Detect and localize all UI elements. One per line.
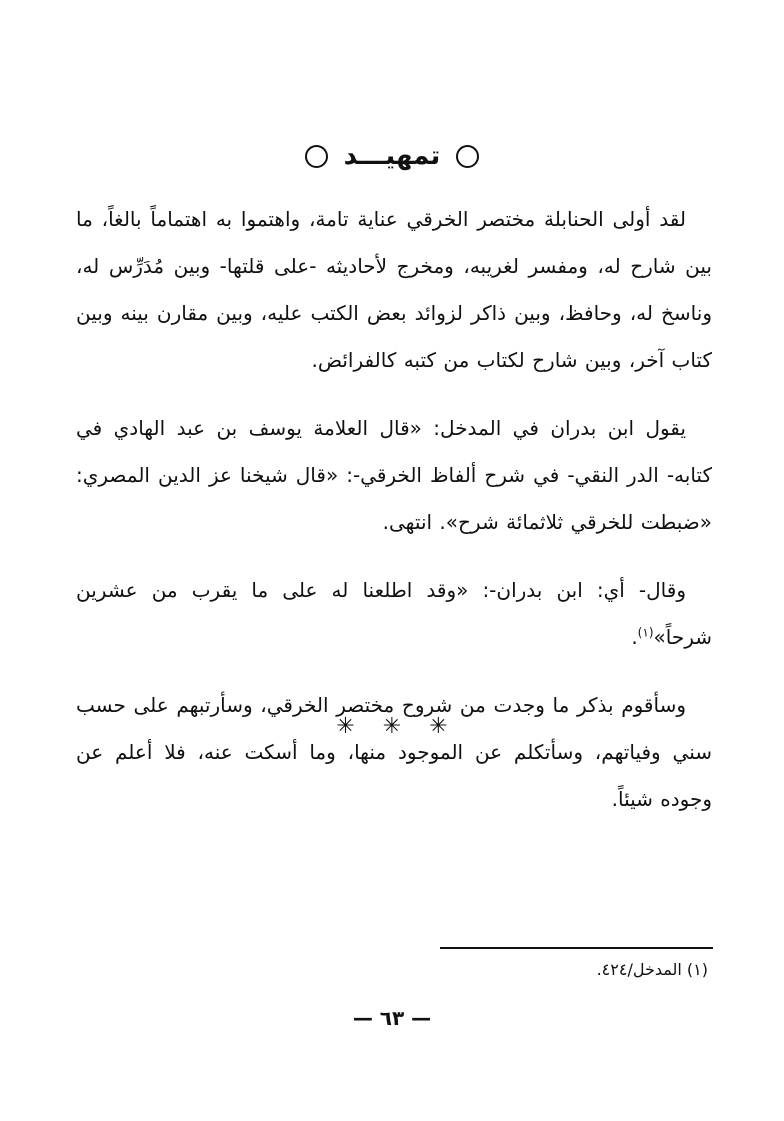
paragraph-text: لقد أولى الحنابلة مختصر الخرقي عناية تامة، واهتموا به اهتماماً بالغاً، ما بين شارح له، ومفسر لغريبه، ومخرج لأحاديثه -على قلتها- وبين مُدَرِّس له، وناسخ له، وحافظ، وبين ذاكر لزوائد بعض الكتب عليه، وبين مقارن بينه وبين كتاب آخر، وبين شارح لكتاب من كتبه كالفرائض. (76, 207, 712, 372)
paragraph-text: وقال- أي: ابن بدران-: «وقد اطلعنا له على ما يقرب من عشرين شرحاً» (76, 578, 712, 649)
page-number: — ٦٣ — (352, 1006, 432, 1030)
asterisk-icon: ✳ (382, 714, 402, 739)
body-text-block (76, 196, 712, 844)
paragraph-text: يقول ابن بدران في المدخل: «قال العلامة يوسف بن عبد الهادي في كتابه- الدر النقي- في شرح ألفاظ الخرقي-: «قال شيخنا عز الدين المصري: «ضبطت للخرقي ثلاثمائة شرح». انتهى. (76, 416, 712, 534)
section-title-row (0, 142, 784, 171)
paragraph (76, 196, 712, 384)
section-title: تمهيـــد (343, 141, 441, 171)
footnote-marker: (١) (637, 625, 654, 640)
paragraph-text: . (631, 625, 638, 649)
paragraph (76, 567, 712, 661)
circle-ornament-icon (305, 145, 328, 168)
paragraph (76, 682, 712, 823)
footnote-divider (440, 947, 713, 949)
asterisk-icon: ✳ (429, 714, 448, 739)
paragraph-text: وسأقوم بذكر ما وجدت من شروح مختصر الخرقي، وسأرتبهم على حسب سني وفياتهم، وسأتكلم عن الموجود منها، وما أسكت عنه، فلا أعلم عن وجوده شيئاً. (76, 693, 712, 811)
asterisk-icon: ✳ (336, 714, 355, 739)
footnote (597, 957, 708, 983)
paragraph (76, 405, 712, 546)
circle-ornament-icon (456, 145, 479, 168)
section-separator (0, 714, 784, 739)
footnote-text: (١) المدخل/٤٢٤. (596, 960, 708, 979)
